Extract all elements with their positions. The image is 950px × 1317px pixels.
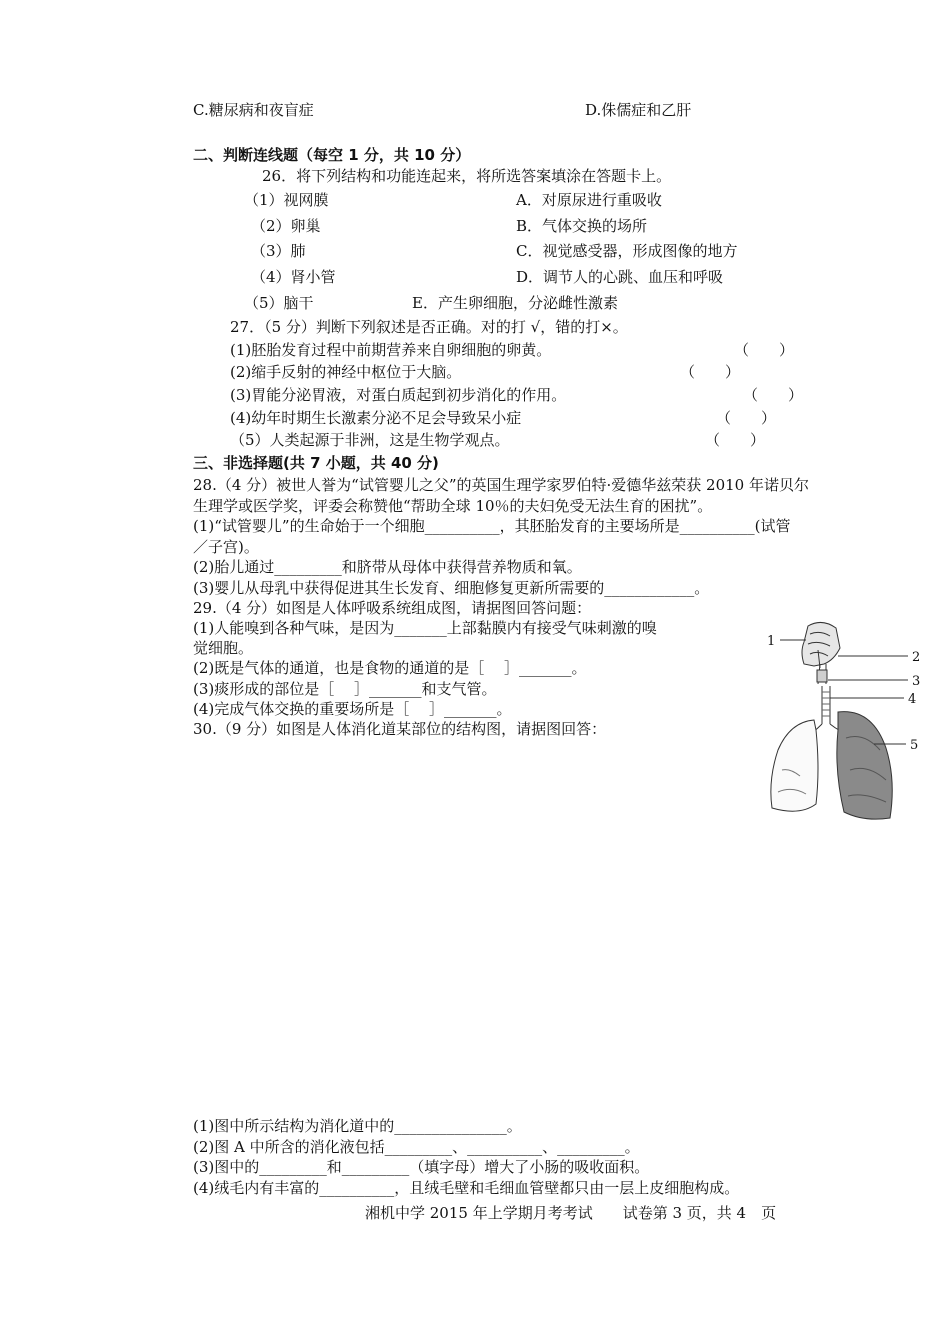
q26-left-item: （2）卵巢	[251, 217, 321, 235]
section3-heading: 三、非选择题(共 7 小题，共 40 分)	[193, 454, 439, 472]
figure-label: 1	[767, 634, 776, 649]
q26-right-item: E．产生卵细胞，分泌雌性激素	[412, 294, 618, 312]
q29-stem: 29.（4 分）如图是人体呼吸系统组成图，请据图回答问题：	[193, 599, 592, 617]
q27-answer-bracket: （ ）	[705, 431, 766, 449]
q25-option-c: C.糖尿病和夜盲症	[193, 101, 314, 119]
figure-label: 4	[908, 692, 917, 707]
q27-answer-bracket: （ ）	[680, 363, 741, 381]
q28-subquestion: (3)婴儿从母乳中获得促进其生长发育、细胞修复更新所需要的____________。	[193, 579, 710, 597]
q28-stem: 28.（4 分）被世人誉为“试管婴儿之父”的英国生理学家罗伯特·爱德华兹荣获 2010 年诺贝尔	[193, 476, 809, 494]
q28-subquestion: (1)“试管婴儿”的生命始于一个细胞__________，其胚胎发育的主要场所是__________(试管	[193, 517, 791, 535]
q29-subquestion: (2)既是气体的通道，也是食物的通道的是［ ］_______。	[193, 659, 587, 677]
page-footer: 湘机中学 2015 年上学期月考考试 试卷第 3 页，共 4 页	[365, 1204, 777, 1222]
respiratory-system-figure	[760, 620, 940, 822]
q27-stem: 27．（5 分）判断下列叙述是否正确。对的打 √，错的打×。	[230, 318, 628, 336]
q30-subquestion: (1)图中所示结构为消化道中的_______________。	[193, 1117, 522, 1135]
q26-right-item: B．气体交换的场所	[516, 217, 648, 235]
q25-option-d: D.侏儒症和乙肝	[585, 101, 692, 119]
q28-stem: 生理学或医学奖，评委会称赞他“帮助全球 10％的夫妇免受无法生育的困扰”。	[193, 497, 713, 515]
q27-answer-bracket: （ ）	[734, 341, 795, 359]
q27-item: (3)胃能分泌胃液，对蛋白质起到初步消化的作用。	[230, 386, 567, 404]
q26-left-item: （1）视网膜	[244, 191, 329, 209]
figure-label: 2	[912, 650, 921, 665]
q27-item: (1)胚胎发育过程中前期营养来自卵细胞的卵黄。	[230, 341, 552, 359]
q28-subquestion: ／子宫)。	[193, 538, 259, 556]
q27-item: (4)幼年时期生长激素分泌不足会导致呆小症	[230, 409, 522, 427]
figure-label: 5	[910, 738, 919, 753]
section2-heading: 二、判断连线题（每空 1 分，共 10 分）	[193, 146, 471, 164]
q26-right-item: D．调节人的心跳、血压和呼吸	[516, 268, 724, 286]
q29-subquestion: (1)人能嗅到各种气味，是因为_______上部黏膜内有接受气味刺激的嗅	[193, 619, 657, 637]
q30-subquestion: (3)图中的_________和_________（填字母）增大了小肠的吸收面积。	[193, 1158, 650, 1176]
q27-answer-bracket: （ ）	[716, 409, 777, 427]
q30-subquestion: (2)图 A 中所含的消化液包括_________、__________、_________。	[193, 1138, 640, 1156]
q30-stem: 30.（9 分）如图是人体消化道某部位的结构图，请据图回答：	[193, 720, 607, 738]
q26-right-item: C．视觉感受器，形成图像的地方	[516, 242, 738, 260]
q30-subquestion: (4)绒毛内有丰富的__________，且绒毛壁和毛细血管壁都只由一层上皮细胞构成。	[193, 1179, 740, 1197]
q27-answer-bracket: （ ）	[743, 386, 804, 404]
figure-label: 3	[912, 674, 921, 689]
q29-subquestion: (3)痰形成的部位是［ ］_______和支气管。	[193, 680, 497, 698]
q26-stem: 26．将下列结构和功能连起来，将所选答案填涂在答题卡上。	[262, 167, 672, 185]
q26-right-item: A．对原尿进行重吸收	[516, 191, 662, 209]
q29-subquestion: 觉细胞。	[193, 639, 254, 657]
q29-subquestion: (4)完成气体交换的重要场所是［ ］_______。	[193, 700, 512, 718]
q26-left-item: （3）肺	[251, 242, 306, 260]
q27-item: (2)缩手反射的神经中枢位于大脑。	[230, 363, 462, 381]
q26-left-item: （5）脑干	[244, 294, 314, 312]
q26-left-item: （4）肾小管	[251, 268, 336, 286]
q28-subquestion: (2)胎儿通过_________和脐带从母体中获得营养物质和氧。	[193, 558, 582, 576]
q27-item: （5）人类起源于非洲，这是生物学观点。	[230, 431, 510, 449]
